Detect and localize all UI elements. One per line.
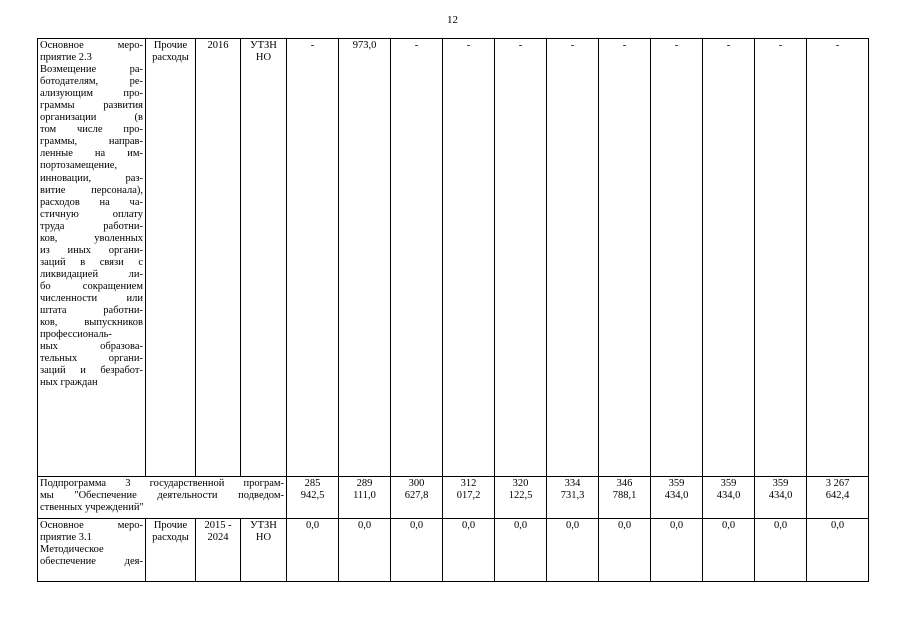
name-line: Подпрограмма 3 государственной програм- [40, 478, 284, 489]
value-cell: - [287, 39, 339, 477]
measure-name-cell [38, 519, 146, 582]
value-cell: - [547, 39, 599, 477]
value-cell: 0,0 [651, 519, 703, 582]
name-line: тельных органи- [40, 353, 143, 365]
value-cell: 285 942,5 [287, 477, 339, 519]
value-cell: - [443, 39, 495, 477]
budget-table [37, 38, 869, 582]
name-line: Основное меро- [40, 520, 143, 531]
executor-cell: УТЗН НО [241, 519, 287, 582]
name-line: том числе про- [40, 124, 143, 136]
name-line: ликвидацией ли- [40, 268, 143, 280]
name-line: заций и безработ- [40, 365, 143, 377]
name-line: ных образова- [40, 341, 143, 353]
value-cell: 0,0 [547, 519, 599, 582]
name-line: граммы развития [40, 100, 143, 112]
name-line: Возмещение ра- [40, 64, 143, 76]
value-cell: 300 627,8 [391, 477, 443, 519]
name-line: ленные на им- [40, 148, 143, 160]
value-cell: 289 111,0 [339, 477, 391, 519]
value-cell: - [703, 39, 755, 477]
name-line: заций в связи с [40, 256, 143, 268]
value-cell: - [391, 39, 443, 477]
name-line: портозамещение, [40, 160, 118, 172]
name-line: ных граждан [40, 377, 98, 389]
name-line: ственных учреждений" [40, 502, 144, 514]
table-row [38, 519, 869, 582]
value-cell: 359 434,0 [703, 477, 755, 519]
name-line: приятие 2.3 [40, 52, 92, 64]
name-line: штата работни- [40, 305, 143, 317]
name-line: бо сокращением [40, 280, 143, 292]
table-row [38, 39, 869, 477]
name-line: из иных органи- [40, 244, 143, 256]
value-cell: 0,0 [443, 519, 495, 582]
value-cell: 0,0 [703, 519, 755, 582]
name-line: витие персонала), [40, 184, 143, 196]
value-cell: 359 434,0 [755, 477, 807, 519]
value-cell: 312 017,2 [443, 477, 495, 519]
value-cell: 0,0 [339, 519, 391, 582]
name-line: ков, уволенных [40, 232, 143, 244]
name-line: приятие 3.1 [40, 532, 92, 544]
value-cell: - [495, 39, 547, 477]
measure-name-cell [38, 39, 146, 477]
value-cell: 320 122,5 [495, 477, 547, 519]
subprogram-name-cell [38, 477, 287, 519]
period-cell: 2015 - 2024 [196, 519, 241, 582]
name-line: профессиональ- [40, 329, 112, 341]
value-cell: 359 434,0 [651, 477, 703, 519]
name-line: ализующим про- [40, 88, 143, 100]
name-line: мы "Обеспечение деятельности подведом- [40, 490, 284, 502]
total-cell: 3 267 642,4 [807, 477, 869, 519]
value-cell: 0,0 [495, 519, 547, 582]
name-line: стичную оплату [40, 208, 143, 220]
value-cell: 334 731,3 [547, 477, 599, 519]
value-cell: - [599, 39, 651, 477]
page-number: 12 [447, 14, 458, 26]
value-cell: 0,0 [755, 519, 807, 582]
value-cell: 0,0 [287, 519, 339, 582]
value-cell: 0,0 [599, 519, 651, 582]
table-row-subprogram [38, 477, 869, 519]
name-line: обеспечение дея- [40, 556, 143, 568]
name-line: Методическое [40, 544, 104, 556]
name-line: труда работни- [40, 220, 143, 232]
expense-type-cell: Прочие расходы [146, 39, 196, 477]
value-cell: 973,0 [339, 39, 391, 477]
value-cell: - [755, 39, 807, 477]
value-cell: - [651, 39, 703, 477]
value-cell: - [807, 39, 869, 477]
value-cell: 346 788,1 [599, 477, 651, 519]
name-line: Основное меро- [40, 40, 143, 51]
total-cell: 0,0 [807, 519, 869, 582]
name-line: инновации, раз- [40, 172, 143, 184]
value-cell: 0,0 [391, 519, 443, 582]
name-line: ков, выпускников [40, 317, 143, 329]
name-line: расходов на ча- [40, 196, 143, 208]
name-line: граммы, направ- [40, 136, 143, 148]
name-line: организации (в [40, 112, 143, 124]
expense-type-cell: Прочие расходы [146, 519, 196, 582]
executor-cell: УТЗН НО [241, 39, 287, 477]
name-line: ботодателям, ре- [40, 76, 143, 88]
period-cell: 2016 [196, 39, 241, 477]
name-line: численности или [40, 292, 143, 304]
